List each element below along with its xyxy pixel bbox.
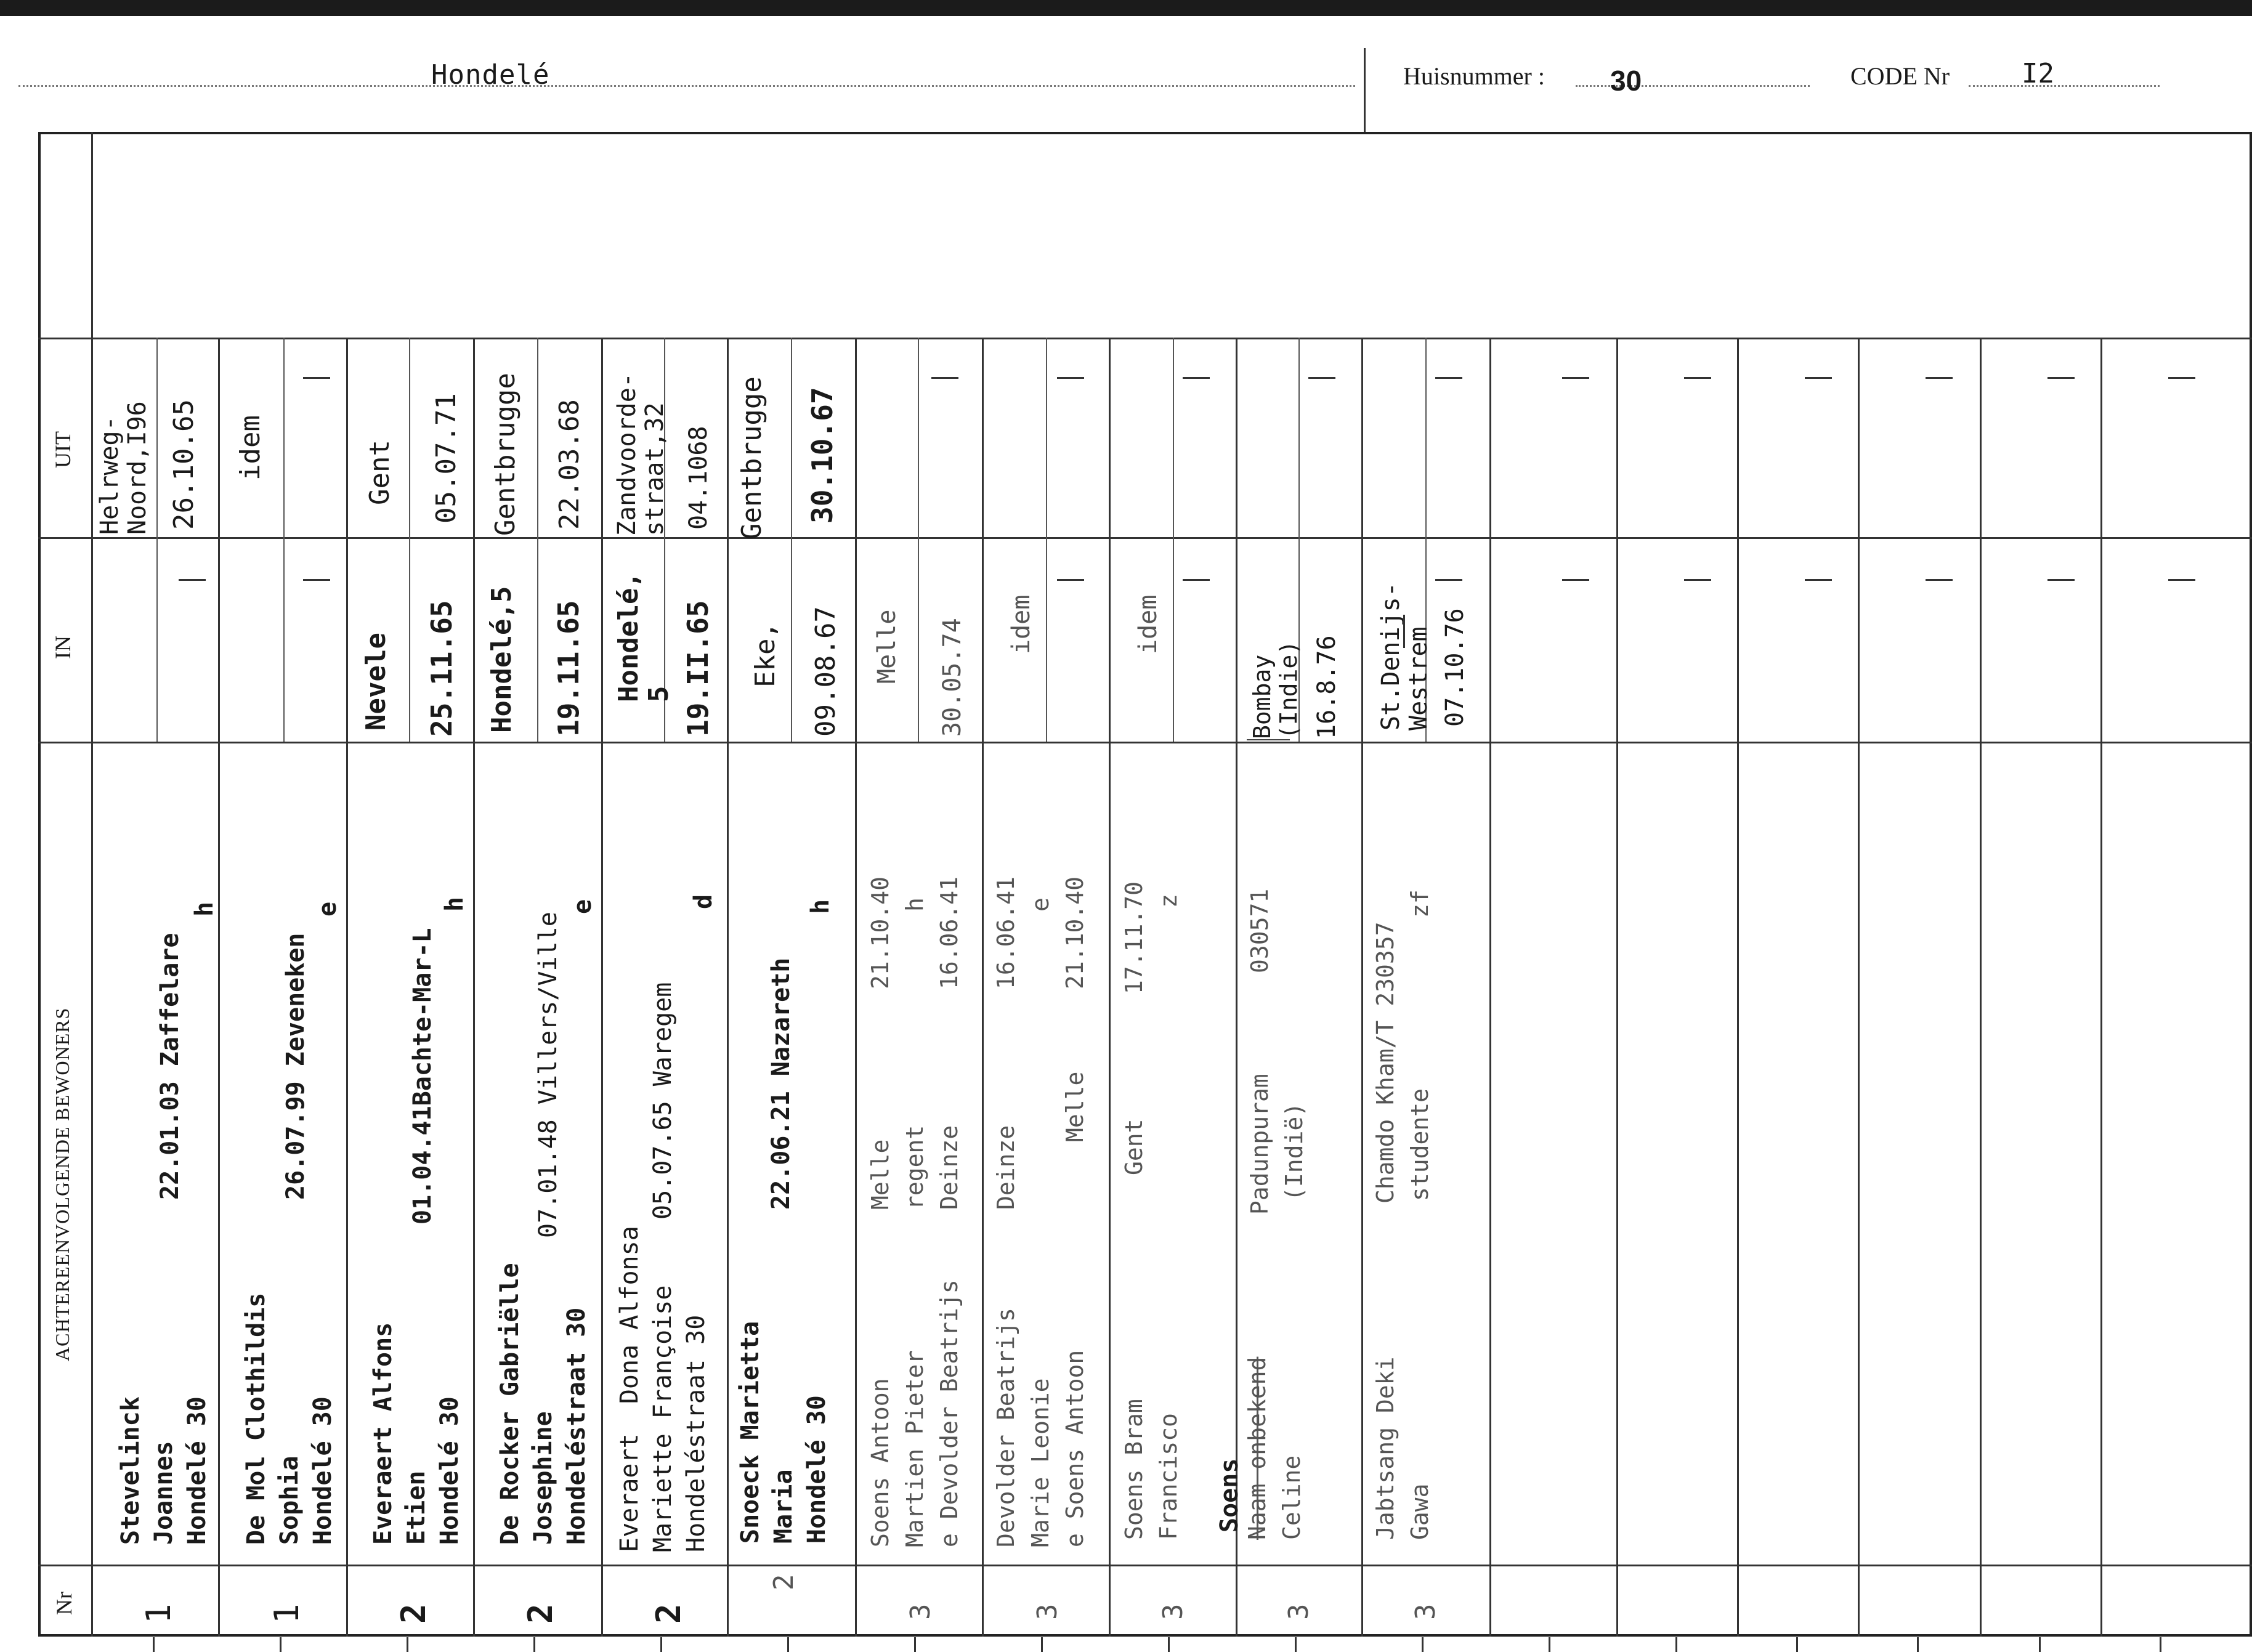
- row-divider: [982, 338, 984, 1637]
- row7-birth1: 21.10.40: [867, 876, 894, 989]
- row7-birth3: 16.06.41: [936, 876, 963, 989]
- row7-birth2: h: [901, 897, 928, 912]
- row11-name1: Jabtsang Deki: [1372, 1356, 1399, 1540]
- row4-birth: 07.01.48 Villers/Ville: [534, 912, 562, 1238]
- bottom-tick: [1917, 1637, 1919, 1652]
- row6-birth: 22.06.21 Nazareth: [767, 957, 795, 1210]
- row6-in-date: 09.08.67: [810, 606, 841, 737]
- code-value: I2: [2022, 58, 2054, 89]
- empty-dash: [1926, 579, 1953, 581]
- row5-name2: Mariette Françoise: [649, 1285, 677, 1552]
- row2-relation: e: [314, 901, 342, 917]
- row1-name2: Joannes: [150, 1441, 178, 1545]
- row7-place2: regent: [901, 1125, 928, 1210]
- row6-uit-place: Gentbrugge: [736, 376, 768, 540]
- code-dotted-line: [1969, 85, 2160, 87]
- nr-label: Nr: [52, 1592, 76, 1615]
- row5-nr: 2: [649, 1603, 688, 1624]
- row10-nr: 3: [1283, 1603, 1314, 1620]
- row6-uit-date: 30.10.67: [806, 387, 839, 524]
- row7-place3: Deinze: [936, 1125, 963, 1210]
- bottom-tick: [280, 1637, 282, 1652]
- row-divider: [855, 338, 857, 1637]
- row-divider: [727, 338, 729, 1637]
- sub-divider: [283, 338, 285, 742]
- empty-dash: [1805, 377, 1832, 379]
- row4-in-place: Hondelé,5: [486, 586, 517, 733]
- row2-uit-place: idem: [235, 415, 266, 480]
- row8-in-place: idem: [1007, 594, 1035, 654]
- empty-dash: [2168, 579, 2195, 581]
- row6-relation: h: [806, 899, 835, 914]
- row2-uit-date-dash: [303, 377, 330, 379]
- row6-nr: 2: [768, 1574, 800, 1590]
- bottom-tick: [153, 1637, 155, 1652]
- row5-in-place: Hondelé, 5: [613, 572, 675, 702]
- sub-divider: [1046, 338, 1047, 742]
- row11-place1: Chamdo Kham/T 230357: [1372, 921, 1399, 1204]
- nr-top-rule: [38, 1565, 2252, 1566]
- bottom-tick: [407, 1637, 408, 1652]
- bottom-tick: [1041, 1637, 1043, 1652]
- row1-uit-date: 26.10.65: [168, 399, 200, 530]
- row6-address: Hondelé 30: [803, 1395, 831, 1544]
- row-divider: [1616, 338, 1618, 1637]
- row9-place1: Gent: [1120, 1119, 1148, 1175]
- row9-birth1: 17.11.70: [1120, 881, 1148, 994]
- row-divider: [218, 338, 220, 1637]
- top-dark-edge: [0, 0, 2252, 16]
- row10-name1: Naam onbekend: [1244, 1356, 1271, 1540]
- row4-name2: Josephine: [529, 1411, 557, 1545]
- row10-birth1: 030571: [1246, 888, 1273, 973]
- row9-in-dash: [1183, 579, 1210, 581]
- row10-in-underline: [1247, 739, 1290, 740]
- row-divider: [601, 338, 603, 1637]
- row3-in-date: 25.11.65: [425, 600, 458, 737]
- bottom-tick: [1796, 1637, 1798, 1652]
- row8-nr: 3: [1032, 1603, 1063, 1620]
- row5-uit-date: 04.1068: [684, 426, 713, 530]
- bottom-tick: [1422, 1637, 1424, 1652]
- row-divider: [1737, 338, 1739, 1637]
- row11-in-dash: [1435, 579, 1462, 581]
- row8-place1: Deinze: [992, 1125, 1019, 1210]
- row-divider: [1980, 338, 1982, 1637]
- row7-nr: 3: [905, 1603, 936, 1620]
- row3-nr: 2: [394, 1603, 433, 1624]
- row2-address: Hondelé 30: [309, 1396, 337, 1545]
- row3-address: Hondelé 30: [435, 1396, 464, 1545]
- sub-divider: [409, 338, 410, 742]
- row10-name-correction: Soens: [1215, 1458, 1244, 1533]
- row3-uit-date: 05.07.71: [431, 393, 462, 524]
- uit-label: UIT: [51, 431, 75, 468]
- row8-name2: Marie Leonie: [1027, 1378, 1054, 1547]
- row9-name2: Francisco: [1155, 1413, 1182, 1540]
- row3-name1: Everaert Alfons: [369, 1322, 397, 1545]
- empty-dash: [1684, 579, 1711, 581]
- row1-in-dash: [179, 579, 206, 581]
- sub-divider: [537, 338, 538, 742]
- row5-address: Hondeléstraat 30: [682, 1314, 710, 1552]
- row8-place3: Melle: [1061, 1071, 1088, 1142]
- header-divider: [1364, 48, 1366, 133]
- house-number-label: Huisnummer :: [1403, 62, 1545, 90]
- row6-in-place: Eke,: [750, 622, 781, 687]
- residents-label: ACHTEREENVOLGENDE BEWONERS: [51, 1007, 73, 1361]
- row6-name2: Maria: [769, 1469, 798, 1544]
- row7-name1: Soens Antoon: [867, 1378, 894, 1547]
- row3-in-place: Nevele: [360, 633, 392, 731]
- row8-birth2: e: [1027, 897, 1054, 912]
- row1-nr: 1: [139, 1603, 178, 1624]
- row8-name1: Devolder Beatrijs: [992, 1308, 1019, 1547]
- bottom-tick: [2160, 1637, 2161, 1652]
- row4-nr: 2: [521, 1603, 560, 1624]
- row4-uit-date: 22.03.68: [554, 399, 585, 530]
- row9-uit-dash: [1183, 377, 1210, 379]
- empty-dash: [1684, 377, 1711, 379]
- row10-place2: (Indië): [1281, 1102, 1308, 1201]
- row3-uit-place: Gent: [364, 440, 395, 505]
- row7-in-place: Melle: [873, 609, 901, 684]
- bottom-tick: [1549, 1637, 1550, 1652]
- row7-address: e Devolder Beatrijs: [936, 1279, 963, 1547]
- row-divider: [473, 338, 475, 1637]
- row-divider: [346, 338, 348, 1637]
- empty-dash: [1562, 579, 1589, 581]
- row-divider: [2100, 338, 2102, 1637]
- empty-dash: [2168, 377, 2195, 379]
- row6-name1: Snoeck Marietta: [736, 1321, 764, 1544]
- bottom-tick: [1675, 1637, 1677, 1652]
- row10-uit-dash: [1308, 377, 1335, 379]
- empty-dash: [1562, 377, 1589, 379]
- row2-birth: 26.07.99 Zeveneken: [282, 933, 310, 1200]
- row-divider: [1858, 338, 1860, 1637]
- row9-birth2: z: [1155, 894, 1182, 908]
- row9-nr: 3: [1157, 1603, 1189, 1620]
- row9-name1: Soens Bram: [1120, 1399, 1148, 1540]
- row1-birth: 22.01.03 Zaffelare: [156, 933, 184, 1200]
- row2-nr: 1: [267, 1603, 306, 1624]
- bottom-tick: [2039, 1637, 2041, 1652]
- row3-name2: Etien: [402, 1470, 431, 1545]
- row4-relation: e: [569, 899, 597, 914]
- row11-in-date: 07.10.76: [1441, 608, 1469, 727]
- row-divider: [1489, 338, 1491, 1637]
- row11-birth2: zf: [1406, 889, 1433, 918]
- bottom-tick: [787, 1637, 789, 1652]
- row7-in-date: 30.05.74: [938, 618, 966, 737]
- row5-name1: Everaert Dona Alfonsa: [615, 1226, 644, 1552]
- row3-relation: h: [440, 896, 469, 912]
- row11-place2: studente: [1406, 1088, 1433, 1201]
- row8-in-dash: [1057, 579, 1084, 581]
- row5-uit-place: Zandvoorde- straat,32: [613, 373, 669, 536]
- sub-divider: [918, 338, 919, 742]
- empty-dash: [2047, 377, 2075, 379]
- in-label: IN: [51, 636, 75, 659]
- row8-uit-dash: [1057, 377, 1084, 379]
- row1-relation: h: [190, 901, 219, 917]
- row1-address: Hondelé 30: [183, 1396, 211, 1545]
- row8-address: e Soens Antoon: [1061, 1350, 1088, 1547]
- row-divider: [1109, 338, 1111, 1637]
- row8-birth1: 16.06.41: [992, 876, 1019, 989]
- row-divider: [1236, 338, 1237, 1637]
- bottom-tick: [660, 1637, 662, 1652]
- in-top-rule: [38, 537, 2252, 539]
- row8-birth3: 21.10.40: [1061, 876, 1088, 989]
- street-name: Hondelé: [431, 59, 550, 91]
- street-dotted-line: [18, 85, 1355, 87]
- row11-in-place: St.Denijs- Westrem: [1377, 582, 1433, 731]
- bottom-tick: [914, 1637, 916, 1652]
- row5-relation: d: [689, 894, 718, 909]
- row4-uit-place: Gentbrugge: [490, 373, 521, 536]
- row5-birth: 05.07.65 Waregem: [649, 982, 677, 1220]
- label-column-divider: [91, 132, 93, 1637]
- row1-uit-place: Helrweg- Noord,I96: [95, 401, 152, 535]
- row2-name1: De Mol Clothildis: [242, 1292, 270, 1545]
- row4-in-date: 19.11.65: [552, 600, 585, 737]
- bottom-tick: [533, 1637, 535, 1652]
- row7-name2: Martien Pieter: [901, 1350, 928, 1547]
- row9-in-place: idem: [1134, 594, 1162, 654]
- row10-in-place: Bombay (Indie): [1249, 640, 1302, 739]
- row7-uit-dash: [931, 377, 958, 379]
- row2-in-dash: [303, 579, 330, 581]
- row11-uit-dash: [1435, 377, 1462, 379]
- empty-dash: [2047, 579, 2075, 581]
- row11-nr: 3: [1410, 1603, 1441, 1620]
- row3-birth: 01.04.41Bachte-Mar-L: [408, 928, 437, 1225]
- bottom-tick: [1295, 1637, 1297, 1652]
- row2-name2: Sophia: [275, 1456, 304, 1545]
- sub-divider: [1173, 338, 1174, 742]
- bottom-tick: [1168, 1637, 1170, 1652]
- sub-divider: [791, 338, 792, 742]
- sub-divider: [156, 338, 158, 742]
- row11-name2: Gawa: [1406, 1483, 1433, 1540]
- row11-strike-mark: [1403, 615, 1405, 648]
- row10-in-date: 16.8.76: [1313, 635, 1341, 739]
- empty-dash: [1926, 377, 1953, 379]
- row5-in-date: 19.II.65: [681, 600, 715, 737]
- uit-top-rule: [38, 338, 2252, 339]
- empty-dash: [1805, 579, 1832, 581]
- row7-place1: Melle: [867, 1139, 894, 1210]
- house-number-value: 30: [1610, 65, 1642, 97]
- row1-name1: Stevelinck: [116, 1396, 145, 1545]
- row4-name1: De Rocker Gabriëlle: [496, 1263, 524, 1545]
- row10-place1: Padunpuram: [1246, 1074, 1273, 1215]
- row10-name2: Celine: [1278, 1455, 1305, 1540]
- row4-address: Hondeléstraat 30: [562, 1307, 591, 1545]
- row-divider: [1361, 338, 1363, 1637]
- residents-top-rule: [38, 742, 2252, 743]
- code-label: CODE Nr: [1850, 62, 1950, 90]
